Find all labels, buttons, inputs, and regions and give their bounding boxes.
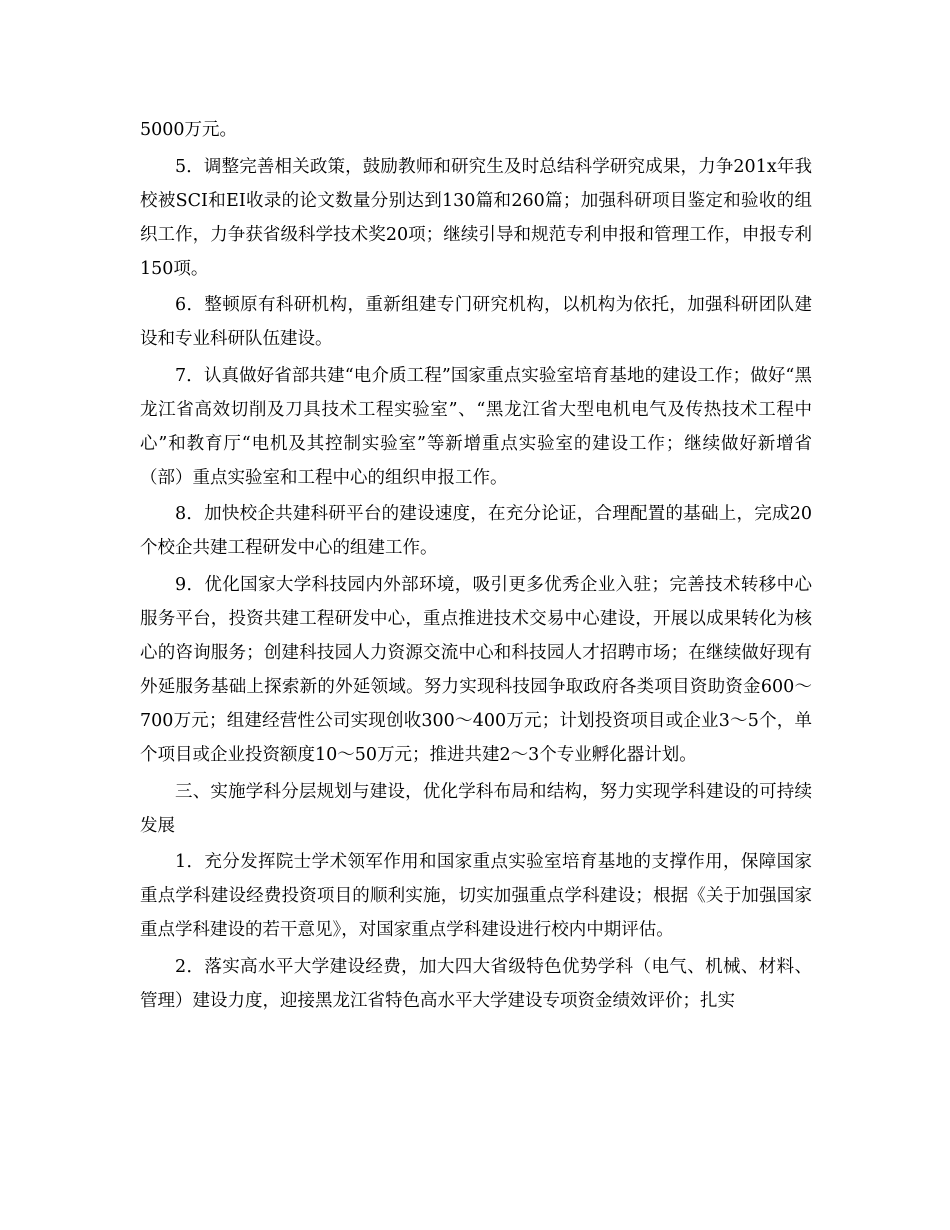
paragraph-section3-item-1: 1．充分发挥院士学术领军作用和国家重点实验室培育基地的支撑作用，保障国家重点学科建设经费投资项目的顺利实施，切实加强重点学科建设；根据《关于加强国家重点学科建设的若干意见》，对国家重点学科建设进行校内中期评估。 xyxy=(140,852,812,941)
section-heading-3: 三、实施学科分层规划与建设，优化学科布局和结构，努力实现学科建设的可持续发展 xyxy=(140,781,812,836)
paragraph-item-5: 5．调整完善相关政策，鼓励教师和研究生及时总结科学研究成果，力争201x年我校被SCI和EI收录的论文数量分别达到130篇和260篇；加强科研项目鉴定和验收的组织工作，力争获省级科学技术奖20项；继续引导和规范专利申报和管理工作，申报专利150项。 xyxy=(140,156,812,279)
paragraph-item-8: 8．加快校企共建科研平台的建设速度，在充分论证，合理配置的基础上，完成20个校企共建工程研发中心的组建工作。 xyxy=(140,504,812,559)
paragraph-item-9: 9．优化国家大学科技园内外部环境，吸引更多优秀企业入驻；完善技术转移中心服务平台，投资共建工程研发中心，重点推进技术交易中心建设，开展以成果转化为核心的咨询服务；创建科技园人力资源交流中心和科技园人才招聘市场；在继续做好现有外延服务基础上探索新的外延领域。努力实现科技园争取政府各类项目资助资金600～700万元；组建经营性公司实现创收300～400万元；计划投资项目或企业3～5个，单个项目或企业投资额度10～50万元；推进共建2～3个专业孵化器计划。 xyxy=(140,574,812,765)
paragraph-section3-item-2: 2．落实高水平大学建设经费，加大四大省级特色优势学科（电气、机械、材料、管理）建设力度，迎接黑龙江省特色高水平大学建设专项资金绩效评价；扎实 xyxy=(140,956,812,1011)
paragraph-item-7: 7．认真做好省部共建“电介质工程”国家重点实验室培育基地的建设工作；做好“黑龙江省高效切削及刀具技术工程实验室”、“黑龙江省大型电机电气及传热技术工程中心”和教育厅“电机及其控制实验室”等新增重点实验室的建设工作；继续做好新增省（部）重点实验室和工程中心的组织申报工作。 xyxy=(140,365,812,488)
document-body xyxy=(140,113,812,1020)
paragraph-item-6: 6．整顿原有科研机构，重新组建专门研究机构，以机构为依托，加强科研团队建设和专业科研队伍建设。 xyxy=(140,295,812,350)
paragraph-continuation: 5000万元。 xyxy=(140,120,238,140)
